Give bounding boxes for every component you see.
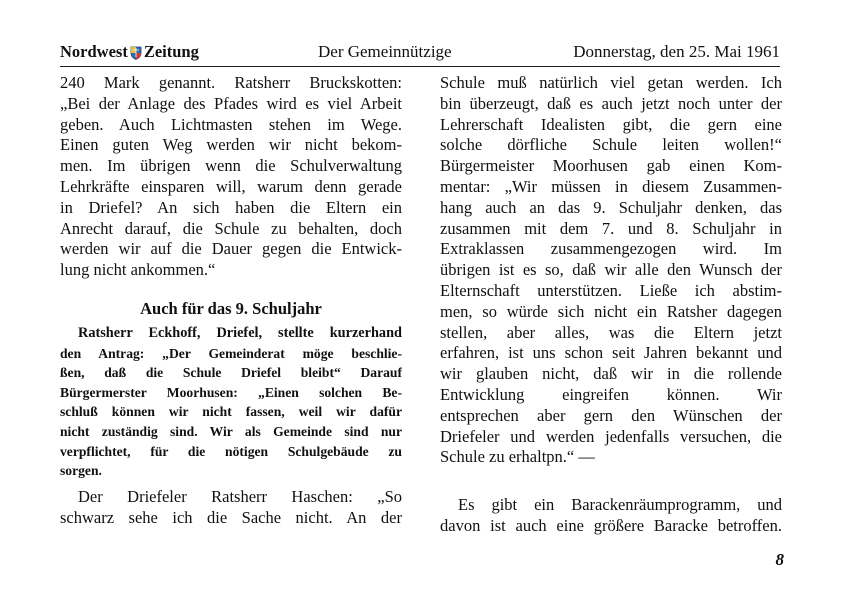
- section-subheading: Auch für das 9. Schuljahr: [140, 299, 322, 318]
- text-line: „Bei der Anlage des Pfades wird es viel Arbeit: [60, 93, 402, 113]
- bold-line: schluß können wir nicht fassen, weil wir dafür: [60, 404, 402, 420]
- left-column: [60, 73, 402, 281]
- text-line: werden wir auf die Dauer gegen die Entwick-: [60, 239, 402, 259]
- text-line: Lehrkräfte einsparen will, warum denn gerade: [60, 176, 402, 196]
- text-line: stellen, aber alles, was die Eltern jetzt: [440, 322, 782, 342]
- bold-line: nicht zuständig sind. Wir als Gemeinde sind nur: [60, 423, 402, 439]
- text-line: geben. Auch Lichtmasten stehen im Wege.: [60, 114, 402, 134]
- text-line: zusammen mit dem 7. und 8. Schuljahr in: [440, 218, 782, 238]
- text-line: wir glauben nicht, daß wir in die rollende: [440, 364, 782, 384]
- bold-line: ßen, daß die Schule Driefel bleibt“ Darauf: [60, 365, 402, 381]
- text-line: Es gibt ein Barackenräumprogramm, und: [458, 495, 782, 514]
- text-line: 240 Mark genannt. Ratsherr Bruckskotten:: [60, 73, 402, 92]
- text-line: Lehrerschaft Idealisten gibt, die gern eine: [440, 114, 782, 134]
- text-line: Anrecht darauf, die Schule zu behalten, doch: [60, 218, 402, 238]
- masthead-right: Zeitung: [143, 42, 199, 61]
- text-line: solche dörfliche Schule leiten wollen!“: [440, 135, 782, 155]
- text-line: lung nicht ankommen.“: [60, 260, 216, 280]
- crest-icon: [130, 45, 142, 59]
- text-line: Entwicklung eingreifen können. Wir: [440, 384, 782, 404]
- text-line: hang auch an das 9. Schuljahr denken, das: [440, 197, 782, 217]
- text-line: Elternschaft unterstützen. Ließe ich abstim-: [440, 280, 782, 300]
- masthead: [60, 42, 199, 62]
- header-publication: Der Gemeinnützige: [318, 42, 452, 61]
- bold-line: den Antrag: „Der Gemeinderat möge beschlie-: [60, 345, 402, 361]
- text-line: erfahren, ist uns schon seit Jahren bekannt und: [440, 343, 782, 363]
- text-line: men, so würde sich nicht ein Ratsher dagegen: [440, 301, 782, 321]
- text-line: bin überzeugt, daß es auch jetzt noch unter der: [440, 93, 782, 113]
- bold-line: Bürgermerster Moorhusen: „Einen solchen Be-: [60, 384, 402, 400]
- bold-line: sorgen.: [60, 463, 102, 479]
- text-line: schwarz sehe ich die Sache nicht. An der: [60, 507, 402, 527]
- bold-line: verpflichtet, für die nötigen Schulgebäude zu: [60, 443, 402, 459]
- text-line: mentar: „Wir müssen in diesem Zusammen-: [440, 176, 782, 196]
- text-line: davon ist auch eine größere Baracke betroffen.: [440, 515, 782, 535]
- text-line: Extraklassen zusammengezogen wird. Im: [440, 239, 782, 259]
- text-line: in Driefel? An sich haben die Eltern ein: [60, 197, 402, 217]
- bold-paragraph: [60, 324, 402, 481]
- page-number: 8: [775, 550, 784, 569]
- text-line: Schule zu erhaltpn.“ —: [440, 447, 595, 467]
- text-line: Driefeler und werden jedenfalls versuchen, die: [440, 426, 782, 446]
- left-column-tail: [60, 487, 402, 529]
- header-date: Donnerstag, den 25. Mai 1961: [573, 42, 780, 61]
- bold-line: Ratsherr Eckhoff, Driefel, stellte kurzerhand: [78, 325, 402, 341]
- masthead-left: Nordwest: [60, 42, 128, 61]
- text-line: Einen guten Weg werden wir nicht bekom-: [60, 135, 402, 155]
- page-header: [60, 42, 780, 67]
- right-column-tail: [440, 495, 782, 537]
- right-column: [440, 73, 782, 468]
- text-line: entsprechen aber gern den Wünschen der: [440, 405, 782, 425]
- text-line: Bürgermeister Moorhusen gab einen Kom-: [440, 156, 782, 176]
- text-line: Schule muß natürlich viel getan werden. Ich: [440, 73, 782, 92]
- text-line: Der Driefeler Ratsherr Haschen: „So: [78, 487, 402, 506]
- text-line: übrigen ist es so, daß wir alle den Wunsch der: [440, 260, 782, 280]
- text-line: men. Im übrigen wenn die Schulverwaltung: [60, 156, 402, 176]
